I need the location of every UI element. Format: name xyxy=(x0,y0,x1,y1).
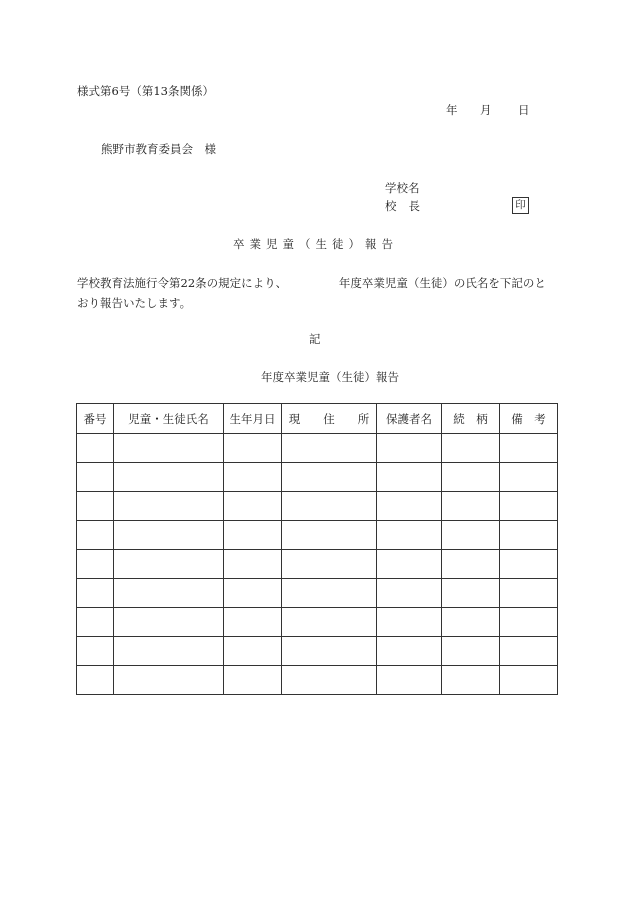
table-row xyxy=(77,666,558,695)
cell-student-name[interactable] xyxy=(114,521,224,550)
ki-heading: 記 xyxy=(309,332,321,346)
cell-address[interactable] xyxy=(282,550,377,579)
cell-relationship[interactable] xyxy=(442,550,500,579)
cell-birthdate[interactable] xyxy=(224,463,282,492)
header-birthdate: 生年月日 xyxy=(224,404,282,434)
cell-relationship[interactable] xyxy=(442,608,500,637)
cell-number[interactable] xyxy=(77,637,114,666)
cell-guardian-name[interactable] xyxy=(377,666,442,695)
cell-birthdate[interactable] xyxy=(224,550,282,579)
cell-student-name[interactable] xyxy=(114,434,224,463)
date-day-label: 日 xyxy=(518,103,530,117)
cell-guardian-name[interactable] xyxy=(377,550,442,579)
addressee: 熊野市教育委員会 様 xyxy=(101,142,216,156)
cell-birthdate[interactable] xyxy=(224,608,282,637)
cell-guardian-name[interactable] xyxy=(377,521,442,550)
cell-remarks[interactable] xyxy=(500,666,558,695)
cell-number[interactable] xyxy=(77,666,114,695)
cell-address[interactable] xyxy=(282,608,377,637)
cell-remarks[interactable] xyxy=(500,579,558,608)
header-relationship: 続 柄 xyxy=(442,404,500,434)
cell-relationship[interactable] xyxy=(442,492,500,521)
seal-mark: 印 xyxy=(512,197,529,214)
cell-address[interactable] xyxy=(282,463,377,492)
cell-guardian-name[interactable] xyxy=(377,608,442,637)
table-row xyxy=(77,521,558,550)
school-name-label: 学校名 xyxy=(385,181,420,195)
header-number: 番号 xyxy=(77,404,114,434)
cell-relationship[interactable] xyxy=(442,521,500,550)
cell-guardian-name[interactable] xyxy=(377,492,442,521)
cell-address[interactable] xyxy=(282,492,377,521)
cell-address[interactable] xyxy=(282,579,377,608)
cell-remarks[interactable] xyxy=(500,637,558,666)
cell-address[interactable] xyxy=(282,521,377,550)
date-line xyxy=(446,103,530,117)
cell-student-name[interactable] xyxy=(114,637,224,666)
table-row xyxy=(77,608,558,637)
cell-number[interactable] xyxy=(77,521,114,550)
table-row xyxy=(77,492,558,521)
table-row xyxy=(77,434,558,463)
form-number: 様式第6号（第13条関係） xyxy=(77,84,214,98)
cell-number[interactable] xyxy=(77,608,114,637)
cell-number[interactable] xyxy=(77,492,114,521)
cell-remarks[interactable] xyxy=(500,434,558,463)
cell-number[interactable] xyxy=(77,434,114,463)
cell-student-name[interactable] xyxy=(114,666,224,695)
cell-guardian-name[interactable] xyxy=(377,463,442,492)
principal-label: 校長 xyxy=(385,199,432,213)
cell-student-name[interactable] xyxy=(114,492,224,521)
header-address: 現 住 所 xyxy=(282,404,377,434)
table-row xyxy=(77,550,558,579)
cell-birthdate[interactable] xyxy=(224,434,282,463)
report-table xyxy=(76,403,558,695)
table-row xyxy=(77,579,558,608)
cell-relationship[interactable] xyxy=(442,579,500,608)
cell-remarks[interactable] xyxy=(500,608,558,637)
cell-birthdate[interactable] xyxy=(224,521,282,550)
header-guardian-name: 保護者名 xyxy=(377,404,442,434)
cell-number[interactable] xyxy=(77,550,114,579)
cell-relationship[interactable] xyxy=(442,666,500,695)
cell-relationship[interactable] xyxy=(442,637,500,666)
date-year-label: 年 xyxy=(446,103,458,117)
header-student-name: 児童・生徒氏名 xyxy=(114,404,224,434)
cell-remarks[interactable] xyxy=(500,550,558,579)
cell-address[interactable] xyxy=(282,666,377,695)
header-remarks: 備 考 xyxy=(500,404,558,434)
table-row xyxy=(77,637,558,666)
cell-address[interactable] xyxy=(282,637,377,666)
cell-remarks[interactable] xyxy=(500,492,558,521)
cell-number[interactable] xyxy=(77,579,114,608)
cell-guardian-name[interactable] xyxy=(377,434,442,463)
cell-number[interactable] xyxy=(77,463,114,492)
date-month-label: 月 xyxy=(480,103,492,117)
table-title: 年度卒業児童（生徒）報告 xyxy=(261,370,399,384)
cell-birthdate[interactable] xyxy=(224,492,282,521)
report-title: 卒業児童（生徒）報告 xyxy=(233,237,398,251)
cell-guardian-name[interactable] xyxy=(377,637,442,666)
table-header-row xyxy=(77,404,558,434)
cell-remarks[interactable] xyxy=(500,463,558,492)
cell-student-name[interactable] xyxy=(114,579,224,608)
cell-address[interactable] xyxy=(282,434,377,463)
cell-student-name[interactable] xyxy=(114,550,224,579)
cell-student-name[interactable] xyxy=(114,463,224,492)
table-row xyxy=(77,463,558,492)
cell-relationship[interactable] xyxy=(442,463,500,492)
cell-birthdate[interactable] xyxy=(224,637,282,666)
cell-relationship[interactable] xyxy=(442,434,500,463)
cell-student-name[interactable] xyxy=(114,608,224,637)
body-text: 学校教育法施行令第22条の規定により、 年度卒業児童（生徒）の氏名を下記のとおり報告いたします。 xyxy=(77,276,546,310)
cell-birthdate[interactable] xyxy=(224,666,282,695)
cell-birthdate[interactable] xyxy=(224,579,282,608)
cell-remarks[interactable] xyxy=(500,521,558,550)
principal-line xyxy=(385,199,432,213)
cell-guardian-name[interactable] xyxy=(377,579,442,608)
